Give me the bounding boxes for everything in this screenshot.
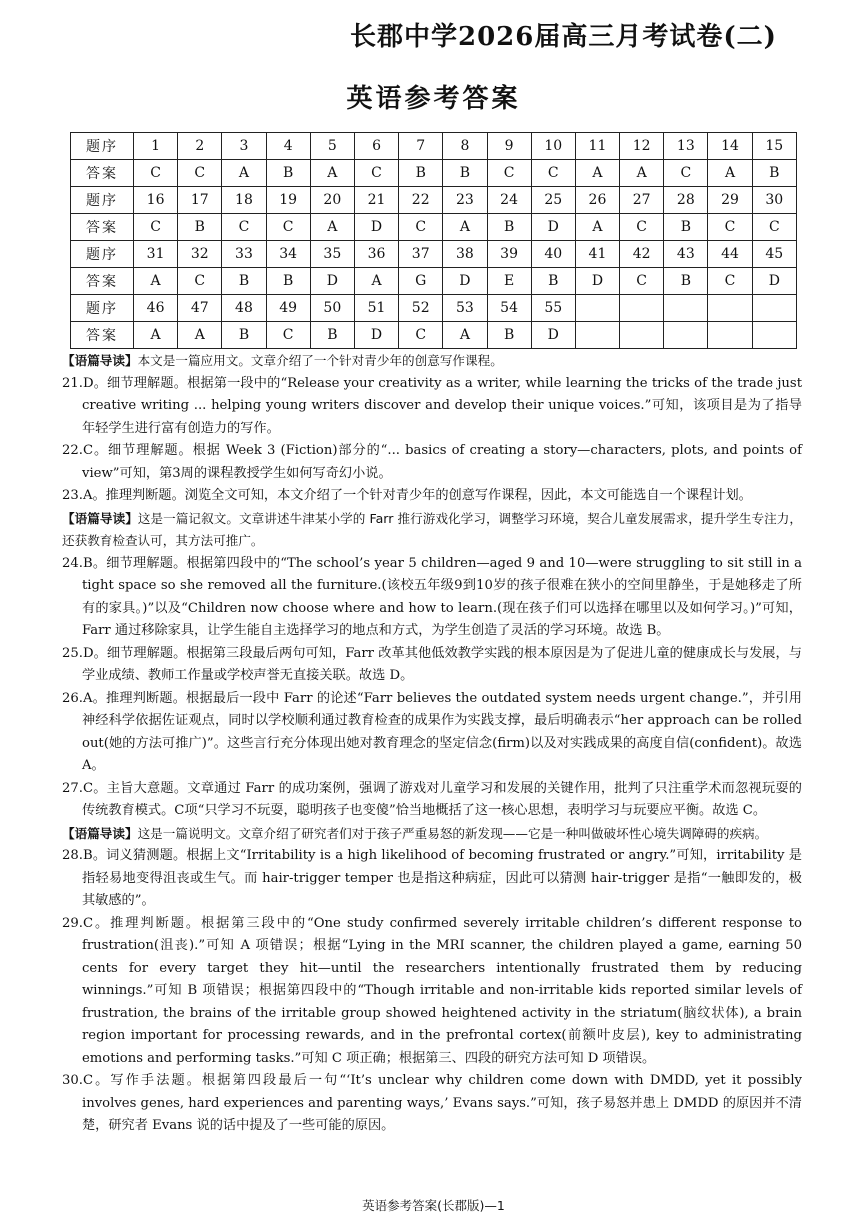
passage-guide [62,350,802,373]
passage-guide-text: 这是一篇说明文。文章介绍了研究者们对于孩子严重易怒的新发现——它是一种叫做破坏性心境失调障碍的疾病。 [137,825,768,841]
answer-cell: D [310,268,354,295]
question-number-cell: 27 [620,187,664,214]
answer-cell: B [310,322,354,349]
answer-cell: C [266,214,310,241]
answer-cell: D [531,214,575,241]
answer-cell: C [399,214,443,241]
question-number-cell: 24 [487,187,531,214]
answer-cell: B [487,322,531,349]
answer-explanation: 28.B。词义猜测题。根据上文“Irritability is a high likelihood of becoming frustrated or angry.”可知，irritability 是指轻易地变得沮丧或生气。而 hair-trigger temper 也是指这种病症，因此可以猜测 hair-trigger 是指“一触即发的，极其敏感的”。 [62,848,802,908]
question-number-cell [752,295,796,322]
question-number-cell: 7 [399,133,443,160]
answer-cell [575,322,619,349]
answer-cell: D [575,268,619,295]
question-number-cell: 42 [620,241,664,268]
answer-cell: B [266,160,310,187]
answer-cell: C [664,160,708,187]
question-number-cell: 51 [354,295,398,322]
school-exam-title: 长郡中学2026届高三月考试卷(二) [350,22,777,52]
question-number-cell: 25 [531,187,575,214]
answer-cell: C [708,214,752,241]
answer-cell: D [354,214,398,241]
passage-guide [62,508,802,553]
question-number-cell [708,295,752,322]
question-number-cell [620,295,664,322]
answer-cell: A [708,160,752,187]
question-number-cell: 20 [310,187,354,214]
question-number-row [71,241,797,268]
question-number-cell: 12 [620,133,664,160]
answer-label-cell: 答案 [71,268,134,295]
passage-guide-text: 本文是一篇应用文。文章介绍了一个针对青少年的创意写作课程。 [137,353,503,368]
question-number-cell: 43 [664,241,708,268]
question-number-cell: 38 [443,241,487,268]
answer-cell: B [664,214,708,241]
answer-explanation: 21.D。细节理解题。根据第一段中的“Release your creativity as a writer, while learning the tricks of the trade just creative writing ... helping young writers discover and develop their unique voices.”可知，该项目是为了指导年轻学生进行富有创造力的写作。 [62,375,802,436]
question-number-cell: 52 [399,295,443,322]
question-number-cell: 44 [708,241,752,268]
question-number-cell: 54 [487,295,531,322]
answer-cell [752,322,796,349]
question-number-cell: 3 [222,133,266,160]
answer-cell: A [134,322,178,349]
explanations [62,350,802,1138]
answer-cell: A [310,160,354,187]
question-number-cell: 46 [134,295,178,322]
question-number-cell: 9 [487,133,531,160]
answer-cell: B [752,160,796,187]
answer-cell: B [178,214,222,241]
answer-cell: C [354,160,398,187]
question-number-cell: 11 [575,133,619,160]
answer-cell: C [222,214,266,241]
answer-cell: C [178,160,222,187]
answer-cell: C [266,322,310,349]
answer-cell: A [575,160,619,187]
passage-guide-tag: 【语篇导读】 [62,825,138,841]
question-label-cell: 题序 [71,187,134,214]
answer-cell: C [620,214,664,241]
answer-table [70,132,797,349]
answer-cell: B [487,214,531,241]
passage-guide-text: 这是一篇记叙文。文章讲述牛津某小学的 Farr 推行游戏化学习，调整学习环境，契合儿童发展需求，提升学生专注力，还获教育检查认可，其方法可推广。 [62,510,802,548]
answer-explanation: 26.A。推理判断题。根据最后一段中 Farr 的论述“Farr believes the outdated system needs urgent change.”，并引用神经科学依据佐证观点，同时以学校顺利通过教育检查的成果作为实践支撑，最后明确表示“her approach can be rolled out(她的方法可推广)”。这些言行充分体现出她对教育理念的坚定信念(firm)以及对实践成果的高度自信(confident)。故选 A。 [62,690,802,773]
question-number-cell: 14 [708,133,752,160]
answer-cell: E [487,268,531,295]
answer-cell: B [222,268,266,295]
answer-cell: C [178,268,222,295]
question-number-cell: 40 [531,241,575,268]
answer-cell: D [531,322,575,349]
question-number-cell: 23 [443,187,487,214]
answer-cell: B [266,268,310,295]
page-footer: 英语参考答案(长郡版)—1 [362,1198,505,1213]
answer-cell: C [134,160,178,187]
question-number-cell: 55 [531,295,575,322]
question-number-cell: 29 [708,187,752,214]
answer-cell: A [178,322,222,349]
question-number-cell: 18 [222,187,266,214]
question-number-cell: 2 [178,133,222,160]
answer-cell: C [708,268,752,295]
question-number-cell: 48 [222,295,266,322]
answer-cell: G [399,268,443,295]
answer-cell: A [354,268,398,295]
answer-cell [620,322,664,349]
question-number-cell: 41 [575,241,619,268]
answer-cell: B [664,268,708,295]
question-number-cell: 39 [487,241,531,268]
question-number-cell: 49 [266,295,310,322]
question-number-cell [575,295,619,322]
answer-cell: C [399,322,443,349]
answer-cell: A [443,322,487,349]
answer-row [71,214,797,241]
answer-label-cell: 答案 [71,214,134,241]
question-number-cell: 22 [399,187,443,214]
answer-cell: D [354,322,398,349]
answer-cell: B [399,160,443,187]
question-number-cell: 35 [310,241,354,268]
question-label-cell: 题序 [71,241,134,268]
answer-cell: C [134,214,178,241]
question-number-cell: 4 [266,133,310,160]
question-number-cell: 34 [266,241,310,268]
question-number-cell [664,295,708,322]
answer-cell: B [443,160,487,187]
answer-explanation: 24.B。细节理解题。根据第四段中的“The school’s year 5 children—aged 9 and 10—were struggling to sit still in a tight space so she removed all the furniture.(该校五年级9到10岁的孩子很难在狭小的空间里静坐，于是她移走了所有的家具。)”以及“Children now choose where and how to learn.(现在孩子们可以选择在哪里以及如何学习。)”可知，Farr 通过移除家具，让学生能自主选择学习的地点和方式，为学生创造了灵活的学习环境。故选 B。 [62,555,802,638]
answer-explanation: 27.C。主旨大意题。文章通过 Farr 的成功案例，强调了游戏对儿童学习和发展的关键作用，批判了只注重学术而忽视玩耍的传统教育模式。C项“只学习不玩耍，聪明孩子也变傻”恰当地概括了这一核心思想，表明学习与玩要应平衡。故选 C。 [62,780,802,818]
answer-cell: C [487,160,531,187]
question-number-cell: 16 [134,187,178,214]
question-number-cell: 10 [531,133,575,160]
question-number-cell: 47 [178,295,222,322]
question-label-cell: 题序 [71,295,134,322]
question-number-cell: 53 [443,295,487,322]
question-number-cell: 21 [354,187,398,214]
answer-explanation: 25.D。细节理解题。根据第三段最后两句可知，Farr 改革其他低效教学实践的根本原因是为了促进儿童的健康成长与发展，与学业成绩、教师工作量或学校声誉无直接关联。故选 D。 [62,645,802,683]
answer-cell: D [443,268,487,295]
answer-label-cell: 答案 [71,160,134,187]
question-number-cell: 19 [266,187,310,214]
question-number-cell: 37 [399,241,443,268]
answer-explanation: 23.A。推理判断题。浏览全文可知，本文介绍了一个针对青少年的创意写作课程，因此，本文可能选自一个课程计划。 [62,488,752,503]
answer-cell: A [620,160,664,187]
answer-explanation: 30.C。写作手法题。根据第四段最后一句“‘It’s unclear why children come down with DMDD, yet it possibly involves genes, hard experiences and parenting ways,’ Evans says.”可知，孩子易怒并患上 DMDD 的原因并不清楚，研究者 Evans 说的话中提及了一些可能的原因。 [62,1073,802,1133]
answer-cell: A [222,160,266,187]
answer-cell: A [310,214,354,241]
question-number-cell: 15 [752,133,796,160]
answer-cell: B [531,268,575,295]
question-number-cell: 13 [664,133,708,160]
answer-cell: D [752,268,796,295]
answer-row [71,322,797,349]
answer-cell [664,322,708,349]
answer-cell: A [443,214,487,241]
answer-cell: A [575,214,619,241]
question-number-cell: 8 [443,133,487,160]
question-number-cell: 50 [310,295,354,322]
answer-cell: C [752,214,796,241]
answer-label-cell: 答案 [71,322,134,349]
passage-guide [62,823,802,846]
answer-row [71,160,797,187]
answer-explanation: 29.C。推理判断题。根据第三段中的“One study confirmed severely irritable children’s different response to frustration(沮丧).”可知 A 项错误；根据“Lying in the MRI scanner, the children played a game, earning 50 cents for every target they hit—until the researchers intentionally frustrated them by reducing winnings.”可知 B 项错误；根据第四段中的“Though irritable and non-irritable kids reported similar levels of frustration, the brains of the irritable group showed heightened activity in the striatum(脑纹状体), a brain region important for processing rewards, and in the prefrontal cortex(前额叶皮层), key to administrating emotions and performing tasks.”可知 C 项正确；根据第三、四段的研究方法可知 D 项错误。 [62,915,802,1066]
answer-cell: C [620,268,664,295]
question-number-row [71,133,797,160]
document-title: 英语参考答案 [346,84,521,114]
passage-guide-tag: 【语篇导读】 [62,353,138,368]
question-number-cell: 31 [134,241,178,268]
question-number-cell: 32 [178,241,222,268]
question-number-cell: 1 [134,133,178,160]
question-number-cell: 28 [664,187,708,214]
question-number-cell: 26 [575,187,619,214]
answer-row [71,268,797,295]
question-number-row [71,295,797,322]
answer-explanation: 22.C。细节理解题。根据 Week 3 (Fiction)部分的“... basics of creating a story—characters, plots, and points of view”可知，第3周的课程教授学生如何写奇幻小说。 [62,443,802,481]
question-number-cell: 5 [310,133,354,160]
question-label-cell: 题序 [71,133,134,160]
question-number-cell: 17 [178,187,222,214]
answer-cell: C [531,160,575,187]
question-number-row [71,187,797,214]
question-number-cell: 33 [222,241,266,268]
answer-cell: B [222,322,266,349]
answer-cell: A [134,268,178,295]
question-number-cell: 30 [752,187,796,214]
question-number-cell: 36 [354,241,398,268]
question-number-cell: 45 [752,241,796,268]
answer-cell [708,322,752,349]
passage-guide-tag: 【语篇导读】 [62,510,138,526]
question-number-cell: 6 [354,133,398,160]
